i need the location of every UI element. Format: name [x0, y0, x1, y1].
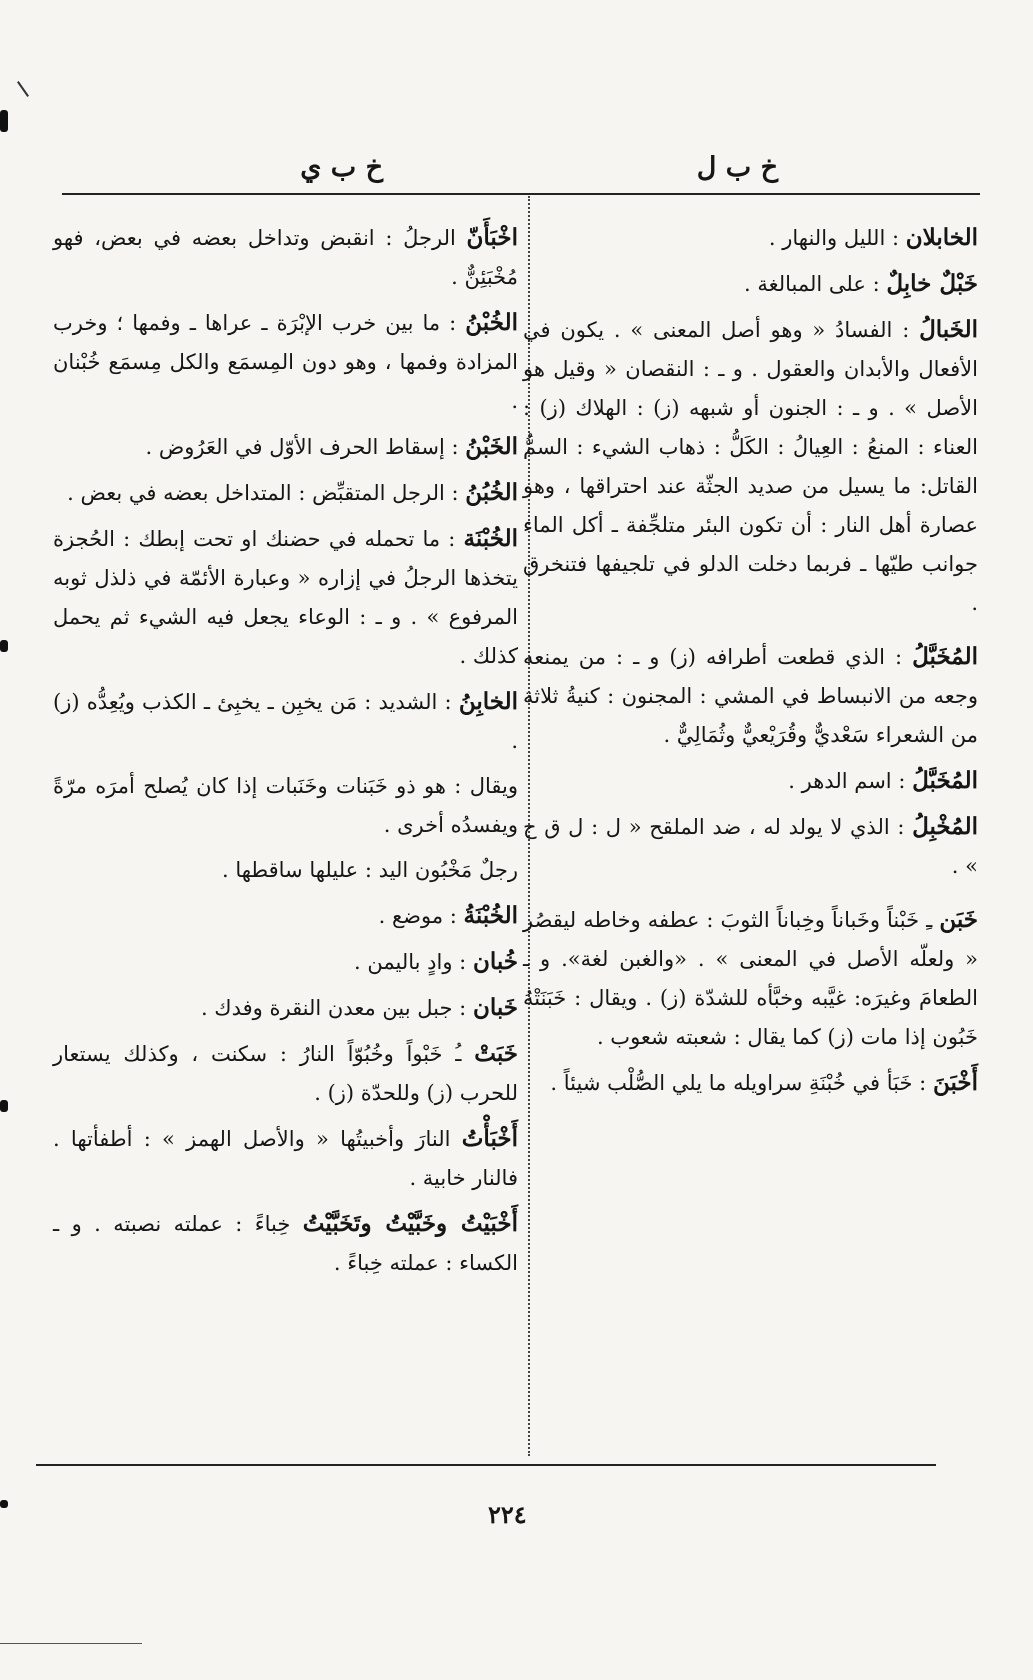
entry-headword: الخُبُنُ	[465, 479, 518, 506]
entry-headword: المُخَبَّلُ	[912, 643, 978, 670]
dictionary-entry	[53, 427, 518, 467]
dictionary-entry	[53, 303, 518, 421]
left-column	[53, 218, 518, 1289]
entry-headword: اخْبَأَنّ	[466, 224, 518, 251]
footnote-rule	[0, 1643, 142, 1644]
footer-rule	[36, 1464, 936, 1466]
root-header-right: خ ب ل	[696, 152, 778, 183]
margin-mark	[0, 1500, 8, 1508]
entry-definition: : جبل بين معدن النقرة وفدك .	[200, 996, 467, 1020]
dictionary-entry	[53, 682, 518, 761]
header-rule	[62, 193, 980, 195]
entry-headword: المُخَبَّلُ	[912, 767, 978, 794]
dictionary-entry	[53, 851, 518, 890]
entry-definition: : خَبَأ في خُبْنَةِ سراويله ما يلي الصُّلْب شيئاً .	[550, 1071, 927, 1095]
entry-definition: ـُ خَبْواً وخُبُوّاً النارُ : سكنت ، وكذلك يستعار للحرب (ز) وللحدّة (ز) .	[53, 1042, 518, 1105]
entry-definition: : وادٍ باليمن .	[354, 950, 467, 974]
entry-definition: : الذي قطعت أطرافه (ز) و ـ : من يمنعه وجعه من الانبساط في المشي : المجنون : كنيةُ ثلاثة من الشعراء سَعْديٌّ وقُرَيْعيٌّ وثُمَالِيٌّ .	[523, 645, 978, 747]
dictionary-entry	[523, 218, 978, 258]
page-number: ٢٢٤	[488, 1500, 527, 1529]
dictionary-entry	[523, 900, 978, 1057]
entry-headword: الخُبْنُ	[465, 309, 518, 336]
entry-headword: الخُبْنَة	[463, 525, 518, 552]
margin-mark	[0, 640, 8, 652]
dictionary-entry	[523, 310, 978, 623]
entry-definition: : إسقاط الحرف الأوّل في العَرُوض .	[145, 435, 459, 459]
entry-definition: ـِ خَبْناً وخَباناً وخِباناً الثوبَ : عطفه وخاطه ليقصُر « ولعلّه الأصل في المعنى » . «والغبن لغة». و ـ الطعامَ وغيرَه: غيَّبه وخبَّأه للشدّة (ز) . ويقال : خَبَنَتْهُ خَبُون إذا مات (ز) كما يقال : شعبته شعوب .	[523, 908, 978, 1049]
margin-mark	[0, 110, 8, 132]
entry-definition: : الشديد : مَن يخبِن ـ يخبِئ ـ الكذب ويُعِدُّه (ز) .	[53, 690, 518, 753]
dictionary-entry	[53, 218, 518, 297]
entry-definition: ويقال : هو ذو خَبَنات وخَنَبات إذا كان يُصلح أمرَه مرّةً ويفسدُه أخرى .	[53, 774, 518, 837]
right-column	[523, 218, 978, 1109]
dictionary-entry	[53, 1034, 518, 1113]
dictionary-entry	[523, 637, 978, 755]
dictionary-entry	[523, 1063, 978, 1103]
entry-definition: : ما بين خرب الإبْرَة ـ عراها ـ وفمها ؛ وخرب المزادة وفمها ، وهو دون المِسمَع والكل مِسمَع خُبْنان .	[53, 311, 518, 413]
entry-definition: خِباءً : عملته نصبته . و ـ الكساء : عملته خِباءً .	[53, 1212, 518, 1275]
dictionary-entry	[53, 988, 518, 1028]
entry-definition: : الفسادُ « وهو أصل المعنى » . يكون في الأفعال والأبدان والعقول . و ـ : النقصان « وقيل هو الأصل » . و ـ : الجنون أو شبهه (ز) : الهلاك (ز) : العناء : المنعُ : العِيالُ : الكَلُّ : ذهاب الشيء : السمُّ القاتل: ما يسيل من صديد الجثّة عند احتراقها ، وهو عصارة أهل النار : أن تكون البئر متلجِّفة ـ أكل الماء جوانب طيّها ـ فربما دخلت الدلو في تلجيفها فتنخرق .	[523, 318, 978, 615]
entry-headword: خُبان	[472, 948, 518, 975]
dictionary-entry	[53, 1119, 518, 1198]
margin-mark	[17, 81, 29, 97]
entry-headword: الخُبْنَةُ	[463, 902, 518, 929]
dictionary-entry	[53, 767, 518, 845]
dictionary-entry	[53, 519, 518, 676]
entry-definition: النارَ وأخبيتُها « والأصل الهمز » : أطفأتها . فالنار خابية .	[53, 1127, 518, 1190]
dictionary-entry	[523, 264, 978, 304]
entry-headword: خَبان	[472, 994, 518, 1021]
entry-headword: أَخْبَنَ	[932, 1069, 978, 1096]
entry-headword: الخَبالُ	[919, 316, 978, 343]
entry-definition: الرجلُ : انقبض وتداخل بعضه في بعض، فهو مُخْبَئِنٌّ .	[53, 226, 518, 289]
dictionary-entry	[53, 942, 518, 982]
entry-headword: أَخْبَأْتُ	[461, 1125, 518, 1152]
entry-definition: : الليل والنهار .	[768, 226, 900, 250]
entry-headword: خَبَن	[939, 906, 978, 933]
entry-headword: خَبَتْ	[474, 1040, 518, 1067]
root-header-left: خ ب ي	[300, 152, 383, 183]
entry-definition: : موضع .	[378, 904, 457, 928]
entry-definition: : ما تحمله في حضنك او تحت إبطك : الحُجزة يتخذها الرجلُ في إزاره « وعبارة الأئمّة في ذلذل ثوبه المرفوع » . و ـ : الوعاء يجعل فيه الشيء ثم يحمل كذلك .	[53, 527, 518, 668]
entry-headword: الخَبْنُ	[465, 433, 518, 460]
entry-definition: : على المبالغة .	[744, 272, 880, 296]
entry-headword: أَخْبَيْتُ وخَبَّيْتُ وتَخَبَّيْتُ	[302, 1210, 518, 1237]
entry-definition: : اسم الدهر .	[788, 769, 906, 793]
dictionary-entry	[53, 896, 518, 936]
dictionary-entry	[53, 473, 518, 513]
entry-headword: الخابِنُ	[458, 688, 518, 715]
entry-headword: الخابلان	[905, 224, 978, 251]
dictionary-entry	[53, 1204, 518, 1283]
entry-definition: : الرجل المتقبِّض : المتداخل بعضه في بعض .	[67, 481, 459, 505]
dictionary-entry	[523, 761, 978, 801]
entry-definition: : الذي لا يولد له ، ضد الملقح « ل : ل ق ح » .	[523, 815, 978, 878]
entry-headword: خَبْلٌ خابِلٌ	[886, 270, 978, 297]
entry-headword: المُخْبِلُ	[912, 813, 978, 840]
dictionary-entry	[523, 807, 978, 886]
margin-mark	[0, 1100, 8, 1112]
entry-definition: رجلٌ مَخْبُون اليد : عليلها ساقطها .	[221, 858, 518, 882]
